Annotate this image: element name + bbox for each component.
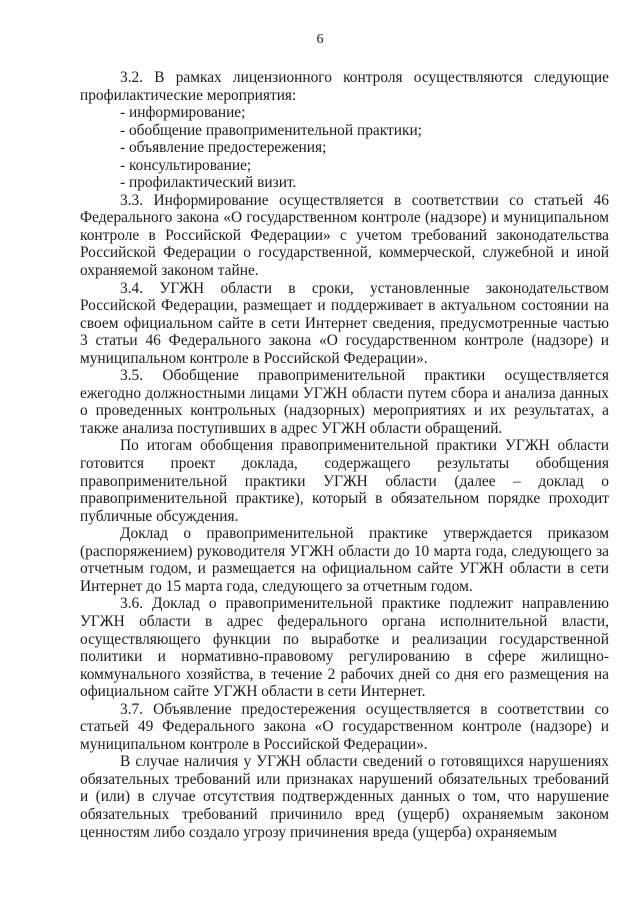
paragraph-warning-conditions: В случае наличия у УГЖН области сведений о готовящихся нарушениях обязательных требований или признаках нарушений обязательных требований и (или) в случае отсутствия подтвержденных данных о том, что нарушение обязательных требований причинило вред (ущерб) охраняемым законом ценностям либо создало угрозу причинения вреда (ущерба) охраняемым xyxy=(80,753,609,841)
list-item-generalization: - обобщение правоприменительной практики; xyxy=(120,121,422,139)
paragraph-3-5: 3.5. Обобщение правоприменительной практики осуществляется ежегодно должностными лицами УГЖН области путем сбора и анализа данных о проведенных контрольных (надзорных) мероприятиях и их результатах, а также анализа поступивших в адрес УГЖН области обращений. xyxy=(80,367,609,437)
paragraph-report-preparation: По итогам обобщения правоприменительной практики УГЖН области готовится проект доклада, содержащего результаты обобщения правоприменительной практики УГЖН области (далее – доклад о правоприменительной практике), который в обязательном порядке проходит публичные обсуждения. xyxy=(80,437,609,525)
list-item-warning: - объявление предостережения; xyxy=(120,139,327,157)
paragraph-report-approval: Доклад о правоприменительной практике утверждается приказом (распоряжением) руководителя УГЖН области до 10 марта года, следующего за отчетным годом, и размещается на официальном сайте УГЖН области в сети Интернет до 15 марта года, следующего за отчетным годом. xyxy=(80,525,609,595)
page-number: 6 xyxy=(316,32,324,47)
document-body xyxy=(80,69,609,841)
list-item-preventive-visit: - профилактический визит. xyxy=(120,174,297,192)
paragraph-3-2: 3.2. В рамках лицензионного контроля осуществляются следующие профилактические мероприятия: xyxy=(80,69,609,104)
paragraph-3-6: 3.6. Доклад о правоприменительной практике подлежит направлению УГЖН области в адрес федерального органа исполнительной власти, осуществляющего функции по выработке и реализации государственной политики и нормативно-правовому регулированию в сфере жилищно-коммунального хозяйства, в течение 2 рабочих дней со дня его размещения на официальном сайте УГЖН области в сети Интернет. xyxy=(80,595,609,701)
paragraph-3-3: 3.3. Информирование осуществляется в соответствии со статьей 46 Федерального закона «О государственном контроле (надзоре) и муниципальном контроле в Российской Федерации» с учетом требований законодательства Российской Федерации о государственной, коммерческой, служебной и иной охраняемой законом тайне. xyxy=(80,191,609,280)
paragraph-3-7: 3.7. Объявление предостережения осуществляется в соответствии со статьей 49 Федерального закона «О государственном контроле (надзоре) и муниципальном контроле в Российской Федерации». xyxy=(80,700,609,753)
list-item-consulting: - консультирование; xyxy=(120,156,252,174)
paragraph-3-4: 3.4. УГЖН области в сроки, установленные законодательством Российской Федерации, размещает и поддерживает в актуальном состоянии на своем официальном сайте в сети Интернет сведения, предусмотренные частью 3 статьи 46 Федерального закона «О государственном контроле (надзоре) и муниципальном контроле в Российской Федерации». xyxy=(80,279,609,367)
list-item-informing: - информирование; xyxy=(120,104,246,122)
